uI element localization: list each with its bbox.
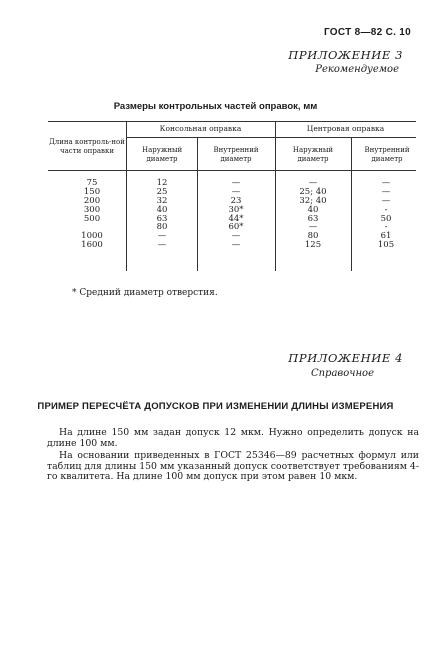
console-inner-header: Внутренний диаметр [213,146,259,163]
table-cell: 63 [156,213,168,224]
table-cell: 1000 [81,231,103,242]
table-cell: 12 [156,178,168,188]
table-vrule-3 [275,121,276,271]
paragraph-1: На длине 150 мм задан допуск 12 мкм. Нужно определить допуск на длине 100 мм. [47,427,419,449]
table-cell: 63 [307,213,319,224]
table-cell: — [231,231,241,242]
table-cell: - [384,222,388,233]
console-outer-header: Наружный диаметр [142,146,183,163]
table-footnote: * Средний диаметр отверстия. [72,288,218,298]
table-cell: — [157,240,167,251]
table-cell: 200 [83,195,101,206]
table-cell: 25 [156,186,168,197]
table-cell: 50 [380,213,392,224]
table-group-rule [126,137,416,138]
table-cell: 150 [83,186,101,197]
table-cell: — [157,231,167,242]
table-cell: 23 [230,195,242,206]
table-cell: - [384,204,388,215]
paragraph-2: На основании приведенных в ГОСТ 25346—89 расчетных формул или таблиц для длины 150 мм указанный допуск соответствует требованиям 4-го квалитета. На длине 100 мм допуск при этом равен 10 мкм. [47,450,419,482]
table-cell: — [308,222,318,233]
col-console-inner-values [214,179,258,250]
table-cell: 125 [304,240,322,251]
appendix-4-title: ПРИЛОЖЕНИЕ 4 [288,351,403,365]
col-length-header: Длина контроль-ной части оправки [49,138,125,155]
table-vrule-1 [126,121,127,271]
group-center-header: Центровая оправка [306,124,385,133]
table-cell: — [308,178,318,188]
table-cell: 75 [86,178,98,188]
table-title: Размеры контрольных частей оправок, мм [113,101,318,112]
table-cell: 40 [156,204,168,215]
table-cell: 30* [228,204,244,215]
center-inner-header: Внутренний диаметр [364,146,410,163]
table-vrule-2 [197,137,198,271]
table-cell: 500 [83,213,101,224]
col-center-outer-values [284,179,342,250]
table-cell: — [381,178,391,188]
col-length-values [64,179,120,250]
table-cell: 105 [377,240,395,251]
table-cell: 32; 40 [299,195,327,206]
appendix-3-status: Рекомендуемое [315,64,399,75]
table-cell: — [231,178,241,188]
table-vrule-4 [351,137,352,271]
table-cell: — [381,195,391,206]
center-outer-header: Наружный диаметр [292,146,334,163]
table-cell: — [231,240,241,251]
table-cell: 25; 40 [299,186,327,197]
page-header-code: ГОСТ 8—82 С. 10 [323,27,411,38]
table-cell: 80 [156,222,168,233]
table-cell: 61 [380,231,392,242]
table-cell: — [381,186,391,197]
table-cell: — [231,186,241,197]
table-cell: 40 [307,204,319,215]
table-cell: 300 [83,204,101,215]
table-cell: 60* [228,222,244,233]
section-heading: ПРИМЕР ПЕРЕСЧЁТА ДОПУСКОВ ПРИ ИЗМЕНЕНИИ ДЛИНЫ ИЗМЕРЕНИЯ [37,401,394,412]
table-cell: 80 [307,231,319,242]
table-cell: 44* [228,213,244,224]
table-cell: 32 [156,195,168,206]
appendix-4-status: Справочное [310,368,374,379]
table-cell: 1600 [81,240,103,251]
appendix-3-title: ПРИЛОЖЕНИЕ 3 [288,48,403,62]
group-console-header: Консольная оправка [159,124,242,133]
col-center-inner-values [362,179,410,250]
table-header-rule [48,170,416,171]
col-console-outer-values [140,179,184,250]
table-top-rule [48,121,416,122]
